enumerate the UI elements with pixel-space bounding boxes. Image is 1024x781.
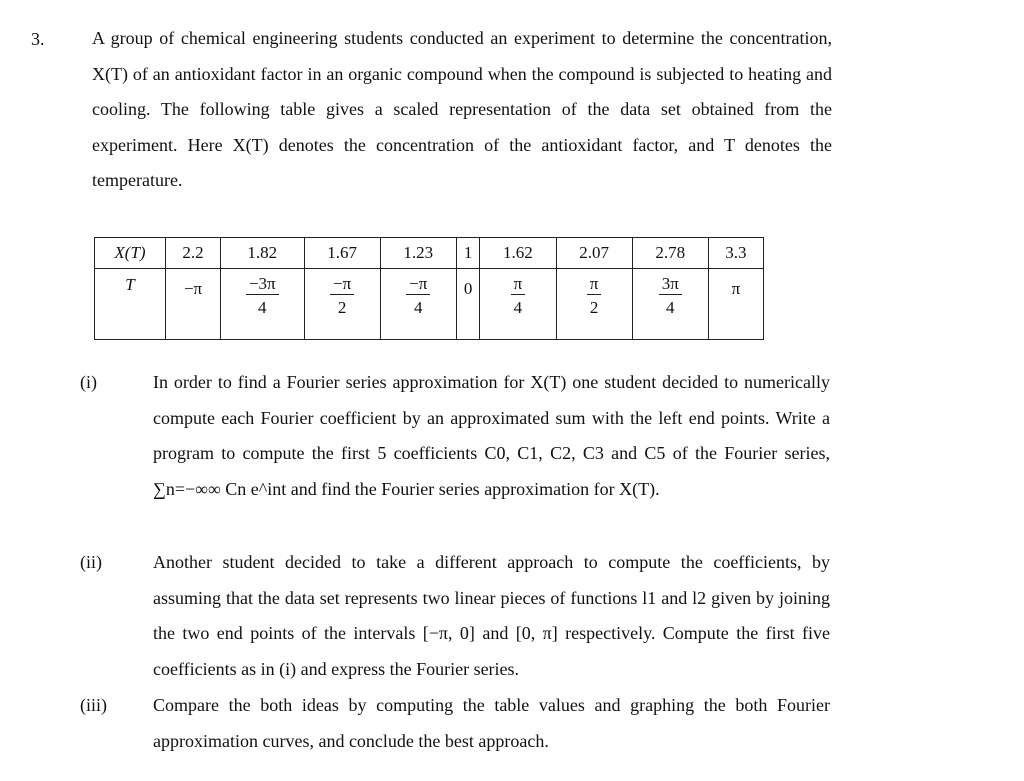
fraction (511, 275, 526, 317)
table-cell (708, 269, 763, 340)
table-cell (632, 269, 708, 340)
t-value: −π (183, 279, 203, 298)
table-cell: 2.2 (166, 238, 221, 269)
fraction (246, 275, 279, 317)
table-cell (304, 269, 380, 340)
part-label: (ii) (80, 552, 102, 572)
fraction (406, 275, 430, 317)
fraction-denominator: 2 (589, 298, 599, 317)
table-row-t (95, 269, 764, 340)
fraction-numerator: −3π (246, 275, 279, 295)
fraction-denominator: 4 (513, 298, 523, 317)
fraction-numerator: 3π (659, 275, 682, 295)
fraction-numerator: π (511, 275, 526, 295)
part-ii (80, 545, 830, 687)
fraction (330, 275, 354, 317)
part-label: (i) (80, 372, 97, 392)
part-text: Compare the both ideas by computing the table values and graphing the both Fourier approximation curves, and conclude the best approach. (153, 695, 830, 751)
fraction (587, 275, 602, 317)
data-table (94, 237, 764, 340)
part-label: (iii) (80, 695, 107, 715)
row-label-x: X(T) (95, 238, 166, 269)
table-row-x (95, 238, 764, 269)
table-cell (221, 269, 304, 340)
table-cell: 1.67 (304, 238, 380, 269)
fraction-denominator: 4 (413, 298, 423, 317)
part-iii (80, 688, 830, 759)
table-cell: 1 (456, 238, 480, 269)
t-value: π (731, 279, 741, 298)
part-text: In order to find a Fourier series approximation for X(T) one student decided to numerically compute each Fourier coefficient by an approximated sum with the left end points. Write a program to compute the first 5 coefficients C0, C1, C2, C3 and C5 of the Fourier series, ∑n=−∞∞ Cn e^int and find the Fourier series approximation for X(T). (153, 372, 830, 499)
table-cell: 1.23 (380, 238, 456, 269)
t-value: 0 (463, 279, 473, 298)
fraction-denominator: 4 (258, 298, 267, 317)
table-cell: 2.78 (632, 238, 708, 269)
fraction (659, 275, 682, 317)
table-cell (456, 269, 480, 340)
row-label-t: T (95, 269, 166, 340)
fraction-denominator: 2 (337, 298, 347, 317)
table-cell: 1.62 (480, 238, 556, 269)
table-cell (166, 269, 221, 340)
fraction-numerator: −π (406, 275, 430, 295)
table-cell: 3.3 (708, 238, 763, 269)
question-intro (92, 21, 832, 199)
part-i (80, 365, 830, 507)
question-intro-text: A group of chemical engineering students conducted an experiment to determine the concentration, X(T) of an antioxidant factor in an organic compound when the compound is subjected to heating and cooling. The following table gives a scaled representation of the data set obtained from the experiment. Here X(T) denotes the concentration of the antioxidant factor, and T denotes the temperature. (92, 28, 832, 190)
table-cell: 1.82 (221, 238, 304, 269)
table-cell (480, 269, 556, 340)
table-cell: 2.07 (556, 238, 632, 269)
table-cell (556, 269, 632, 340)
fraction-numerator: π (587, 275, 602, 295)
fraction-numerator: −π (330, 275, 354, 295)
question-number: 3. (31, 29, 45, 49)
part-text: Another student decided to take a different approach to compute the coefficients, by assuming that the data set represents two linear pieces of functions l1 and l2 given by joining the two end points of the intervals [−π, 0] and [0, π] respectively. Compute the first five coefficients as in (i) and express the Fourier series. (153, 552, 830, 679)
table-cell (380, 269, 456, 340)
fraction-denominator: 4 (665, 298, 675, 317)
